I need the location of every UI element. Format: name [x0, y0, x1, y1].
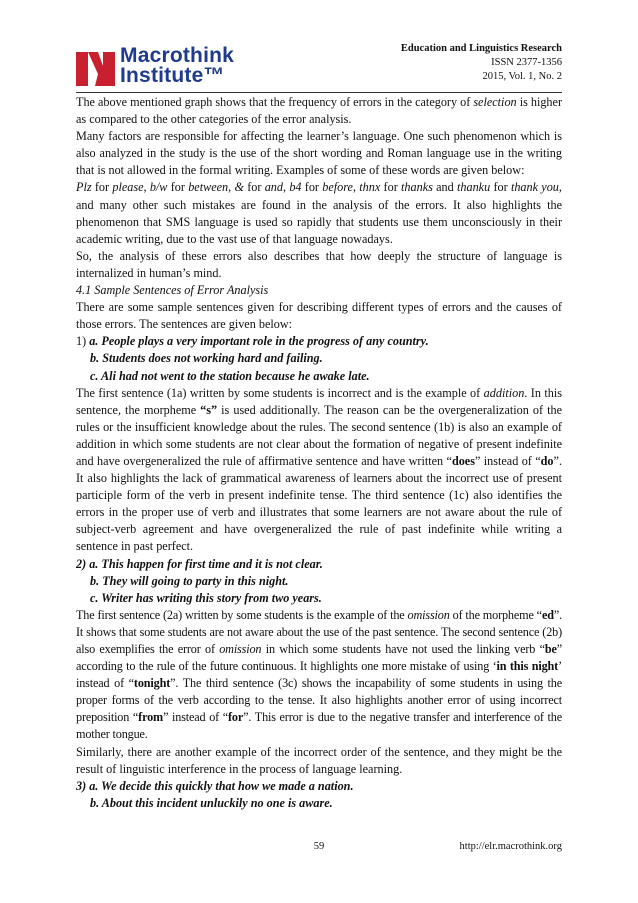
paragraph-4: So, the analysis of these errors also describes that how deeply the structure of language is internalized in human’s mind. — [76, 248, 562, 280]
example-2a: 2) a. This happen for first time and it is not clear. — [76, 556, 323, 571]
journal-url-link[interactable]: http://elr.macrothink.org — [459, 841, 562, 852]
logo-line-1: Macrothink — [120, 44, 235, 67]
example-1c: c. Ali had not went to the station because he awake late. — [90, 368, 370, 383]
journal-info — [401, 42, 562, 84]
journal-issn: ISSN 2377-1356 — [491, 57, 562, 68]
paragraph-5: There are some sample sentences given for describing different types of errors and the causes of those errors. The sentences are given below: — [76, 300, 562, 332]
paragraph-3: Plz for please, b/w for between, & for and, b4 for before, thnx for thanks and thanku for thank you, and many other such mistakes are found in the analysis of the errors. It also highlights the phenomenon that SMS language is used so rapidly that students use them unconsciously in their academic writing, due to the vast use of that language nowadays. — [76, 180, 562, 246]
paragraph-1: The above mentioned graph shows that the frequency of errors in the category of selection is higher as compared to the other categories of the error analysis. — [76, 95, 562, 127]
example-3b: b. About this incident unluckily no one is aware. — [90, 795, 333, 810]
page-number: 59 — [313, 841, 325, 852]
example-1b: b. Students does not working hard and failing. — [90, 351, 323, 366]
example-3a: 3) a. We decide this quickly that how we made a nation. — [76, 778, 354, 793]
logo-line-2: Institute™ — [120, 64, 225, 87]
journal-volume: 2015, Vol. 1, No. 2 — [482, 71, 562, 82]
header-rule — [76, 92, 562, 93]
example-2c: c. Writer has writing this story from two years. — [90, 590, 322, 605]
paragraph-7: The first sentence (2a) written by some students is the example of the omission of the morpheme “ed”. It shows that some students are not aware about the use of the past sentence. The second sentence (2b) also exemplifies the error of omission in which some students have not used the linking verb “be” according to the rule of the future continuous. It highlights one more mistake of using ‘in this night’ instead of “tonight”. The third sentence (3c) shows the incapability of some students in using the proper forms of the verb according to the tense. It also highlights another error of using incorrect preposition “from” instead of “for”. This error is due to the negative transfer and interference of the mother tongue. — [76, 607, 562, 742]
journal-name: Education and Linguistics Research — [400, 43, 562, 54]
article-body — [76, 94, 562, 812]
section-heading: 4.1 Sample Sentences of Error Analysis — [76, 283, 269, 298]
example-2b: b. They will going to party in this night. — [90, 573, 289, 588]
paragraph-6: The first sentence (1a) written by some students is incorrect and is the example of addition. In this sentence, the morpheme “s” is used additionally. The reason can be the overgeneralization of the rules or the insufficient knowledge about the rules. The second sentence (1b) is also an example of addition in which some students are not clear about the formation of negative of present indefinite and have overgeneralized the rule of affirmative sentence and have written “does” instead of “do”. It also highlights the lack of grammatical awareness of learners about the incorrect use of present participle form of the verb in present indefinite tense. The third sentence (1c) also identifies the errors in the proper use of verb and illustrates that some learners are not aware about the rule of subject-verb agreement and have overgeneralized the rule of past indefinite while writing a sentence in past perfect. — [76, 385, 562, 554]
logo-wordmark — [120, 46, 234, 86]
example-1a: 1) a. People plays a very important role in the progress of any country. — [76, 334, 429, 349]
paragraph-2: Many factors are responsible for affecting the learner’s language. One such phenomenon which is also analyzed in the study is the use of the short wording and Roman language use in the writing that is not allowed in the formal writing. Examples of some of these words are given below: — [76, 129, 562, 178]
macrothink-logo-icon — [76, 48, 116, 88]
page-header — [76, 42, 562, 92]
page-footer — [76, 841, 562, 857]
paragraph-8: Similarly, there are another example of the incorrect order of the sentence, and they might be the result of linguistic interference in the process of language learning. — [76, 744, 562, 776]
publisher-logo — [76, 46, 316, 90]
